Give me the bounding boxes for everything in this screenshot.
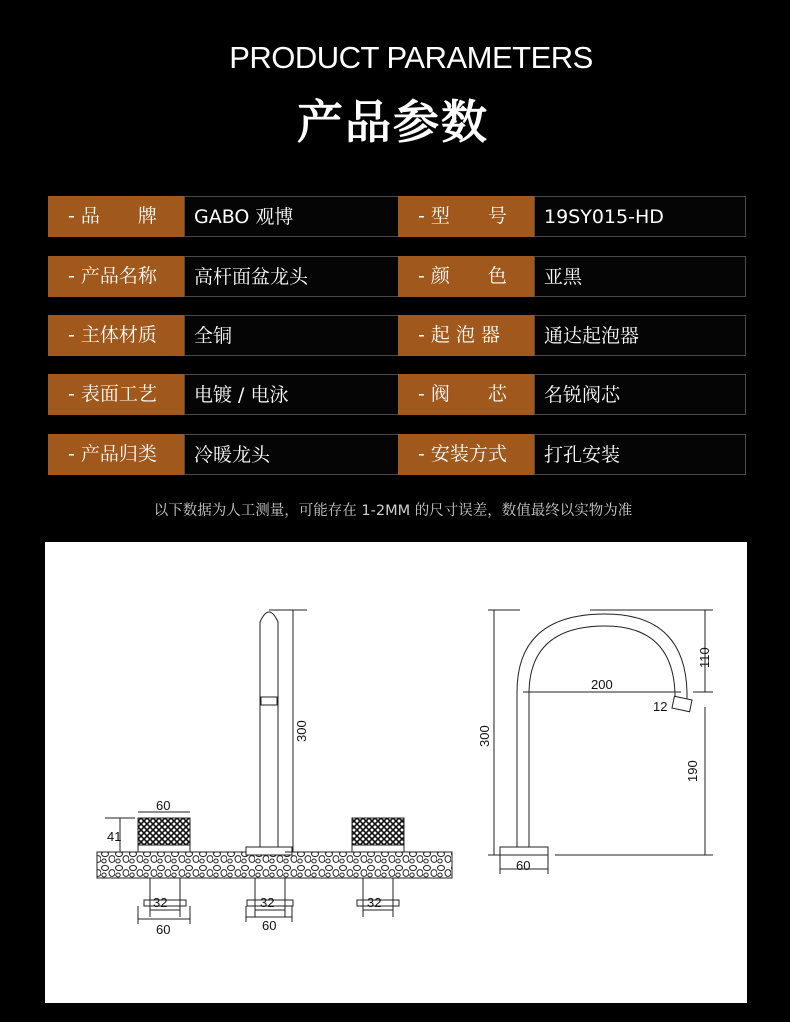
param-key: - 起 泡 器 [398, 315, 534, 356]
param-value: 19SY015-HD [534, 196, 746, 237]
param-value: GABO 观博 [184, 196, 400, 237]
aerator [672, 696, 692, 711]
dim-front-height: 300 [294, 720, 309, 742]
spout-column [260, 612, 278, 847]
param-key: - 阀 芯 [398, 374, 534, 415]
dim-reach: 200 [591, 677, 613, 692]
param-row [48, 196, 746, 239]
param-key: - 主体材质 [48, 315, 184, 356]
param-value: 全铜 [184, 315, 400, 356]
dim-side-height: 300 [477, 725, 492, 747]
param-key: - 产品名称 [48, 256, 184, 297]
title-cn: 产品参数 [297, 95, 489, 149]
param-value: 通达起泡器 [534, 315, 746, 356]
title-en: PRODUCT PARAMETERS [229, 40, 593, 75]
dim-bottom-mid: 60 [262, 918, 277, 933]
param-value: 电镀 / 电泳 [184, 374, 400, 415]
dim-base-right: 32 [367, 895, 382, 910]
param-value: 亚黑 [534, 256, 746, 297]
front-view [97, 610, 452, 924]
dim-bottom-left: 60 [156, 922, 171, 937]
side-view [488, 610, 713, 874]
param-row [48, 374, 746, 417]
spout-inner [529, 626, 675, 847]
dim-handle-width: 60 [156, 798, 171, 813]
right-handle [352, 818, 404, 848]
dim-handle-height: 41 [107, 829, 122, 844]
param-row [48, 315, 746, 358]
dimension-drawing [45, 542, 747, 1003]
measurement-note: 以下数据为人工测量，可能存在 1-2MM 的尺寸误差，数值最终以实物为准 [153, 503, 633, 519]
param-key: - 颜 色 [398, 256, 534, 297]
dim-side-base: 60 [516, 858, 531, 873]
countertop [97, 852, 452, 878]
left-handle [138, 818, 190, 848]
param-value: 打孔安装 [534, 434, 746, 475]
param-value: 名锐阀芯 [534, 374, 746, 415]
dimension-drawing-svg [45, 542, 747, 1003]
param-row [48, 256, 746, 299]
param-row [48, 434, 746, 477]
dim-outlet-dia: 12 [653, 699, 668, 714]
param-key: - 产品归类 [48, 434, 184, 475]
dim-base-mid: 32 [260, 895, 275, 910]
param-value: 冷暖龙头 [184, 434, 400, 475]
dim-base-left: 32 [153, 895, 168, 910]
param-key: - 品 牌 [48, 196, 184, 237]
param-key: - 安装方式 [398, 434, 534, 475]
param-value: 高杆面盆龙头 [184, 256, 400, 297]
param-key: - 型 号 [398, 196, 534, 237]
dim-outlet-height: 190 [685, 760, 700, 782]
dim-spout-drop: 110 [697, 647, 712, 668]
param-key: - 表面工艺 [48, 374, 184, 415]
side-base [500, 847, 548, 855]
